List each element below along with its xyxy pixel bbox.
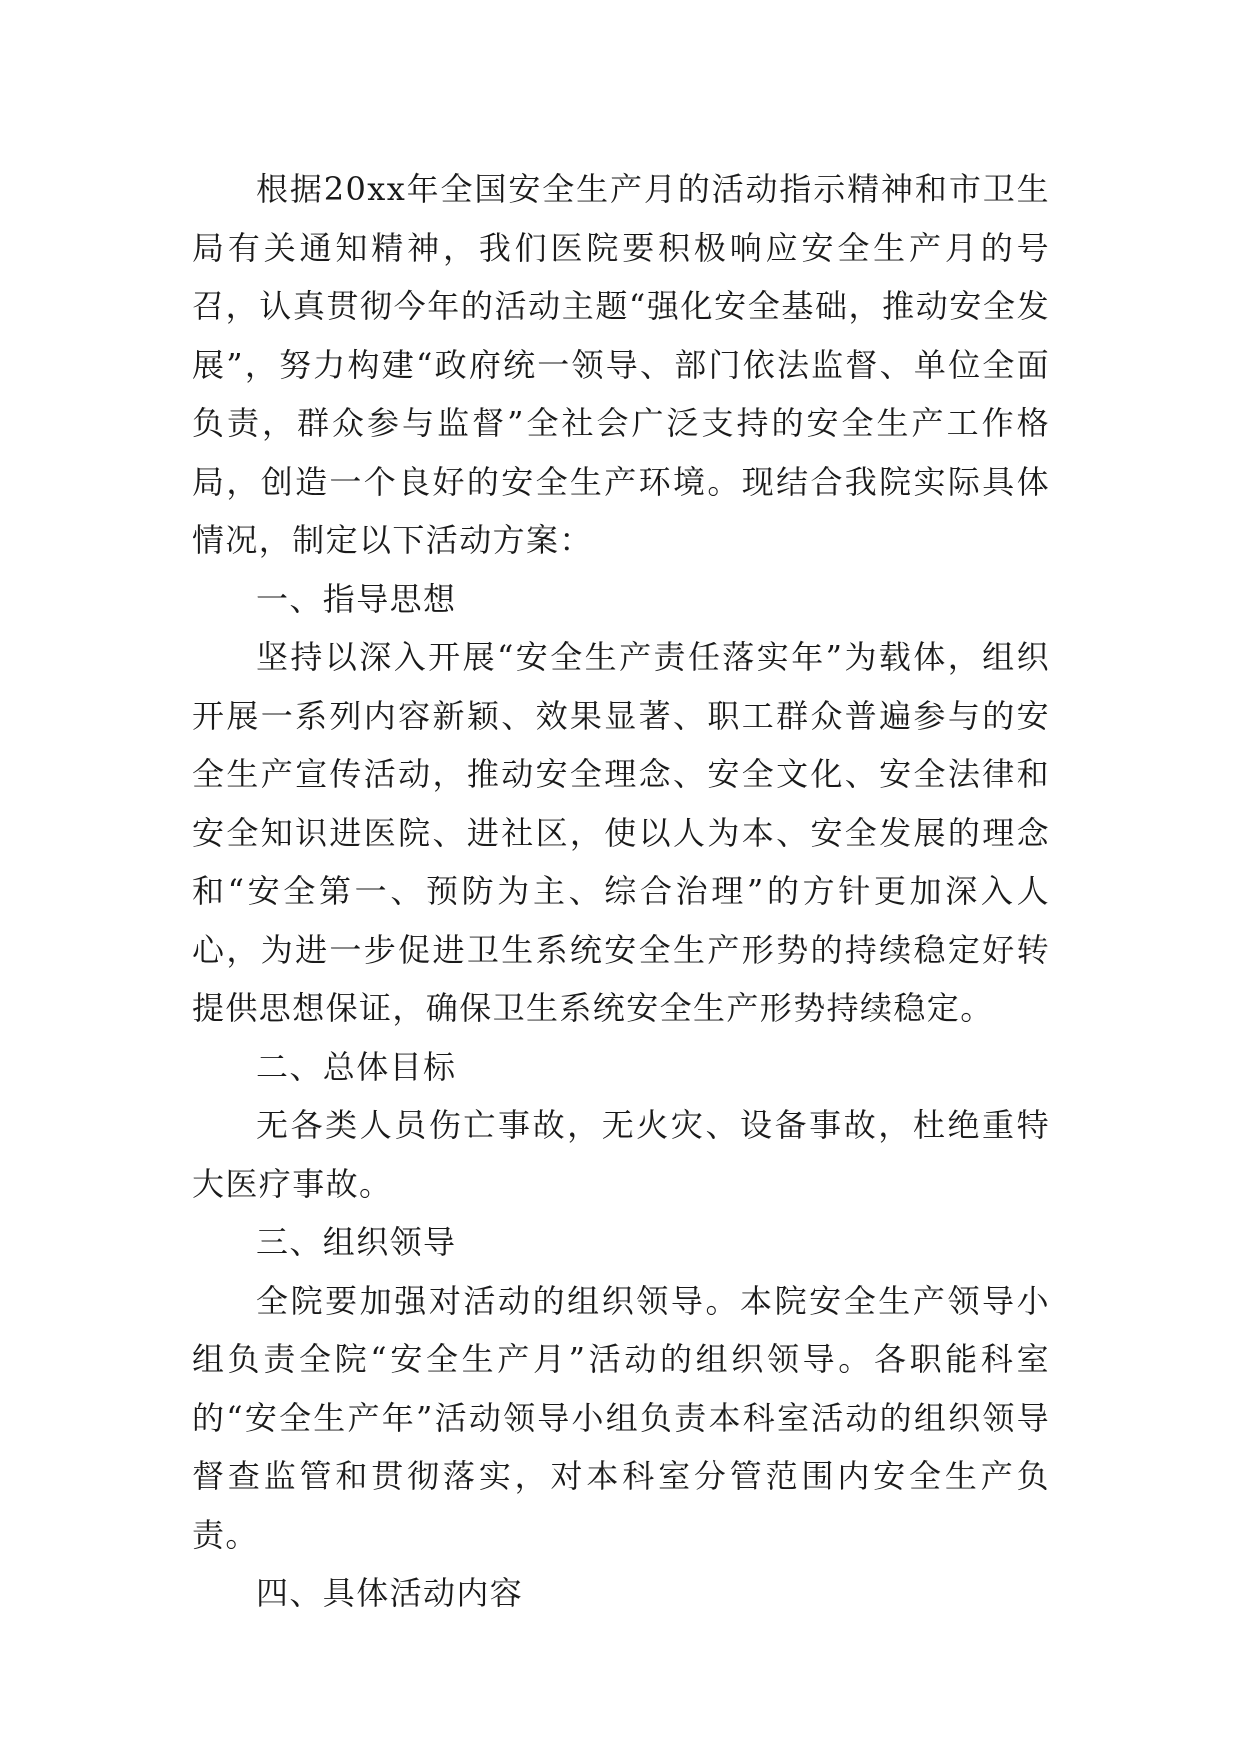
overall-goal-paragraph: 无各类人员伤亡事故，无火灾、设备事故，杜绝重特大医疗事故。 xyxy=(192,1106,1050,1203)
document-body xyxy=(192,160,1050,1623)
section-heading-leadership: 三、组织领导 xyxy=(256,1223,457,1261)
section-heading-overall-goal: 二、总体目标 xyxy=(256,1047,457,1086)
section-heading-activities: 四、具体活动内容 xyxy=(256,1574,524,1612)
guiding-ideology-paragraph: 坚持以深入开展“安全生产责任落实年”为载体，组织开展一系列内容新颖、效果显著、职工群众普遍参与的安全生产宣传活动，推动安全理念、安全文化、安全法律和安全知识进医院、进社区，使以人为本、安全发展的理念和“安全第一、预防为主、综合治理”的方针更加深入人心，为进一步促进卫生系统安全生产形势的持续稳定好转提供思想保证，确保卫生系统安全生产形势持续稳定。 xyxy=(192,638,1050,1027)
leadership-paragraph: 全院要加强对活动的组织领导。本院安全生产领导小组负责全院“安全生产月”活动的组织领导。各职能科室的“安全生产年”活动领导小组负责本科室活动的组织领导督查监管和贯彻落实，对本科室分管范围内安全生产负责。 xyxy=(192,1281,1050,1554)
intro-paragraph: 根据20xx年全国安全生产月的活动指示精神和市卫生局有关通知精神，我们医院要积极响应安全生产月的号召，认真贯彻今年的活动主题“强化安全基础，推动安全发展”，努力构建“政府统一领导、部门依法监督、单位全面负责，群众参与监督”全社会广泛支持的安全生产工作格局，创造一个良好的安全生产环境。现结合我院实际具体情况，制定以下活动方案： xyxy=(192,170,1050,559)
section-heading-guiding-ideology: 一、指导思想 xyxy=(256,579,457,618)
